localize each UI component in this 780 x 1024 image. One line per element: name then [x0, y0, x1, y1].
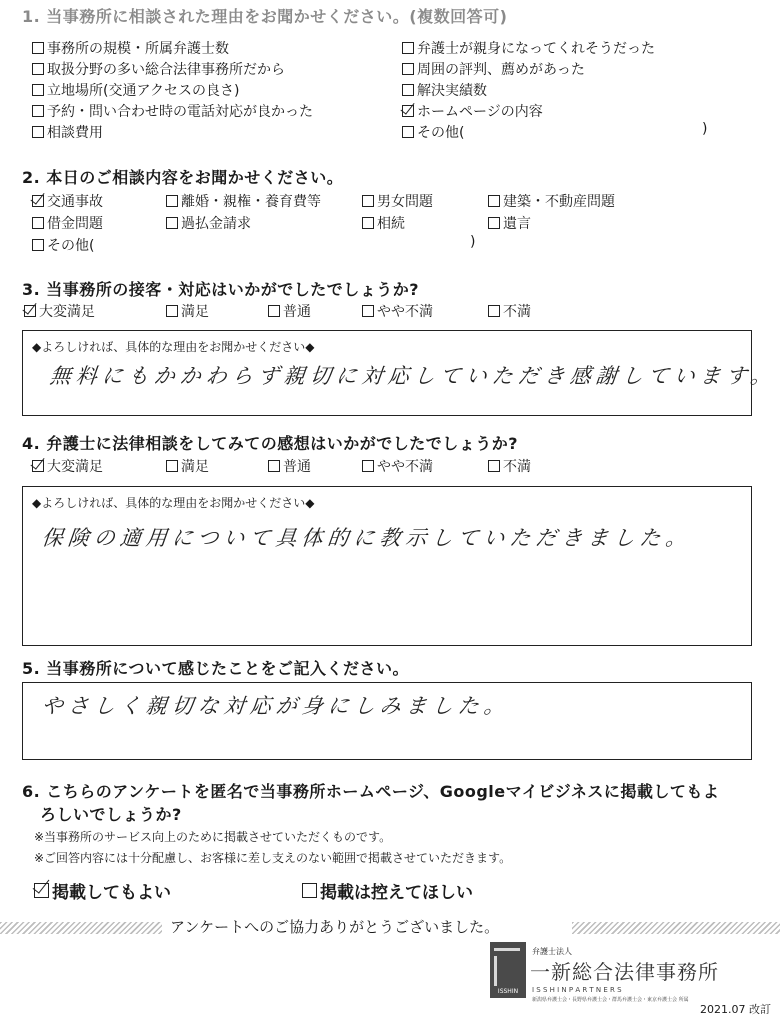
q2-option-debt[interactable]: 借金問題	[32, 213, 103, 233]
q4-option-dissatisfied[interactable]: 不満	[488, 456, 531, 476]
q2-option-other[interactable]: その他(	[32, 235, 94, 255]
q3-option-satisfied[interactable]: 満足	[166, 301, 209, 321]
checkbox[interactable]	[488, 195, 500, 207]
q1-other-close: )	[702, 121, 708, 137]
q4-prompt: ◆よろしければ、具体的な理由をお聞かせください◆	[32, 496, 315, 510]
checkbox[interactable]	[362, 195, 374, 207]
q3-prompt: ◆よろしければ、具体的な理由をお聞かせください◆	[32, 340, 315, 354]
checkbox[interactable]	[268, 305, 280, 317]
q1-option-scale[interactable]: 事務所の規模・所属弁護士数	[32, 38, 229, 58]
firm-logo-icon: ISSHIN	[490, 942, 526, 998]
q1-option-results[interactable]: 解決実績数	[402, 80, 487, 100]
checkbox[interactable]	[362, 217, 374, 229]
q1-option-sincere[interactable]: 弁護士が親身になってくれそうだった	[402, 38, 655, 58]
q3-option-somewhat-dissatisfied[interactable]: やや不満	[362, 301, 433, 321]
firm-type: 弁護士法人	[532, 947, 572, 956]
checkbox[interactable]	[32, 84, 44, 96]
q1-option-other[interactable]: その他(	[402, 122, 464, 142]
q5-title: 5. 当事務所について感じたことをご記入ください。	[22, 659, 409, 678]
q2-option-will[interactable]: 遺言	[488, 213, 531, 233]
checkbox[interactable]	[166, 195, 178, 207]
q1-option-phone[interactable]: 予約・問い合わせ時の電話対応が良かった	[32, 101, 313, 121]
checkbox-checked[interactable]	[24, 305, 36, 317]
firm-roman-name: I S S H I N P A R T N E R S	[532, 986, 622, 994]
q2-title: 2. 本日のご相談内容をお聞かせください。	[22, 168, 344, 187]
checkbox[interactable]	[166, 305, 178, 317]
checkbox-checked[interactable]	[32, 460, 44, 472]
checkbox[interactable]	[32, 239, 44, 251]
q2-option-realestate[interactable]: 建築・不動産問題	[488, 191, 615, 211]
q1-option-reputation[interactable]: 周囲の評判、薦めがあった	[402, 59, 585, 79]
checkbox[interactable]	[402, 42, 414, 54]
q4-option-neutral[interactable]: 普通	[268, 456, 311, 476]
q3-option-very-satisfied[interactable]: 大変満足	[24, 301, 95, 321]
checkbox[interactable]	[362, 460, 374, 472]
q3-option-neutral[interactable]: 普通	[268, 301, 311, 321]
thanks-message: アンケートへのご協力ありがとうございました。	[170, 918, 500, 936]
checkbox-checked[interactable]	[402, 105, 414, 117]
firm-associations: 新潟県弁護士会・長野県弁護士会・群馬弁護士会・東京弁護士会 所属	[532, 997, 689, 1003]
q6-option-decline[interactable]: 掲載は控えてほしい	[302, 878, 473, 903]
q1-option-fields[interactable]: 取扱分野の多い総合法律事務所だから	[32, 59, 285, 79]
q6-note-2: ※ご回答内容には十分配慮し、お客様に差し支えのない範囲で掲載させていただきます。	[34, 851, 512, 865]
checkbox[interactable]	[166, 217, 178, 229]
q6-title-line2: ろしいでしょうか?	[40, 805, 182, 824]
hatch-divider-left	[0, 922, 162, 934]
q2-option-divorce[interactable]: 離婚・親権・養育費等	[166, 191, 321, 211]
q1-option-fee[interactable]: 相談費用	[32, 122, 103, 142]
q4-option-very-satisfied[interactable]: 大変満足	[32, 456, 103, 476]
q1-option-homepage[interactable]: ホームページの内容	[402, 101, 543, 121]
checkbox[interactable]	[166, 460, 178, 472]
q4-handwritten-answer: 保険の適用について具体的に教示していただきました。	[40, 526, 693, 550]
q2-other-close: )	[470, 234, 476, 250]
checkbox[interactable]	[268, 460, 280, 472]
q2-option-traffic[interactable]: 交通事故	[32, 191, 103, 211]
q6-option-allow[interactable]: 掲載してもよい	[34, 878, 171, 903]
checkbox[interactable]	[402, 84, 414, 96]
checkbox-checked[interactable]	[34, 883, 49, 898]
firm-name: 一新総合法律事務所	[530, 960, 719, 984]
checkbox[interactable]	[32, 42, 44, 54]
q5-handwritten-answer: やさしく親切な対応が身にしみました。	[40, 694, 512, 718]
checkbox[interactable]	[32, 217, 44, 229]
revision-date: 2021.07 改訂	[700, 1003, 771, 1016]
q2-option-overpayment[interactable]: 過払金請求	[166, 213, 251, 233]
hatch-divider-right	[572, 922, 780, 934]
q4-option-somewhat-dissatisfied[interactable]: やや不満	[362, 456, 433, 476]
checkbox[interactable]	[488, 305, 500, 317]
q3-title: 3. 当事務所の接客・対応はいかがでしたでしょうか?	[22, 280, 420, 299]
q6-title-line1: 6. こちらのアンケートを匿名で当事務所ホームページ、Googleマイビジネスに掲載してもよ	[22, 782, 720, 801]
checkbox[interactable]	[32, 105, 44, 117]
q3-handwritten-answer: 無料にもかかわらず親切に対応していただき感謝しています。	[48, 364, 778, 388]
checkbox[interactable]	[402, 63, 414, 75]
checkbox[interactable]	[32, 63, 44, 75]
checkbox[interactable]	[402, 126, 414, 138]
q2-option-inheritance[interactable]: 相続	[362, 213, 405, 233]
checkbox[interactable]	[488, 217, 500, 229]
checkbox[interactable]	[302, 883, 317, 898]
q3-option-dissatisfied[interactable]: 不満	[488, 301, 531, 321]
q1-title: 1. 当事務所に相談された理由をお聞かせください。(複数回答可)	[22, 7, 508, 26]
checkbox[interactable]	[32, 126, 44, 138]
checkbox[interactable]	[488, 460, 500, 472]
q4-option-satisfied[interactable]: 満足	[166, 456, 209, 476]
checkbox[interactable]	[362, 305, 374, 317]
q6-note-1: ※当事務所のサービス向上のために掲載させていただくものです。	[34, 830, 392, 844]
q1-option-location[interactable]: 立地場所(交通アクセスの良さ)	[32, 80, 240, 100]
q4-title: 4. 弁護士に法律相談をしてみての感想はいかがでしたでしょうか?	[22, 434, 519, 453]
checkbox-checked[interactable]	[32, 195, 44, 207]
q2-option-relationship[interactable]: 男女問題	[362, 191, 433, 211]
